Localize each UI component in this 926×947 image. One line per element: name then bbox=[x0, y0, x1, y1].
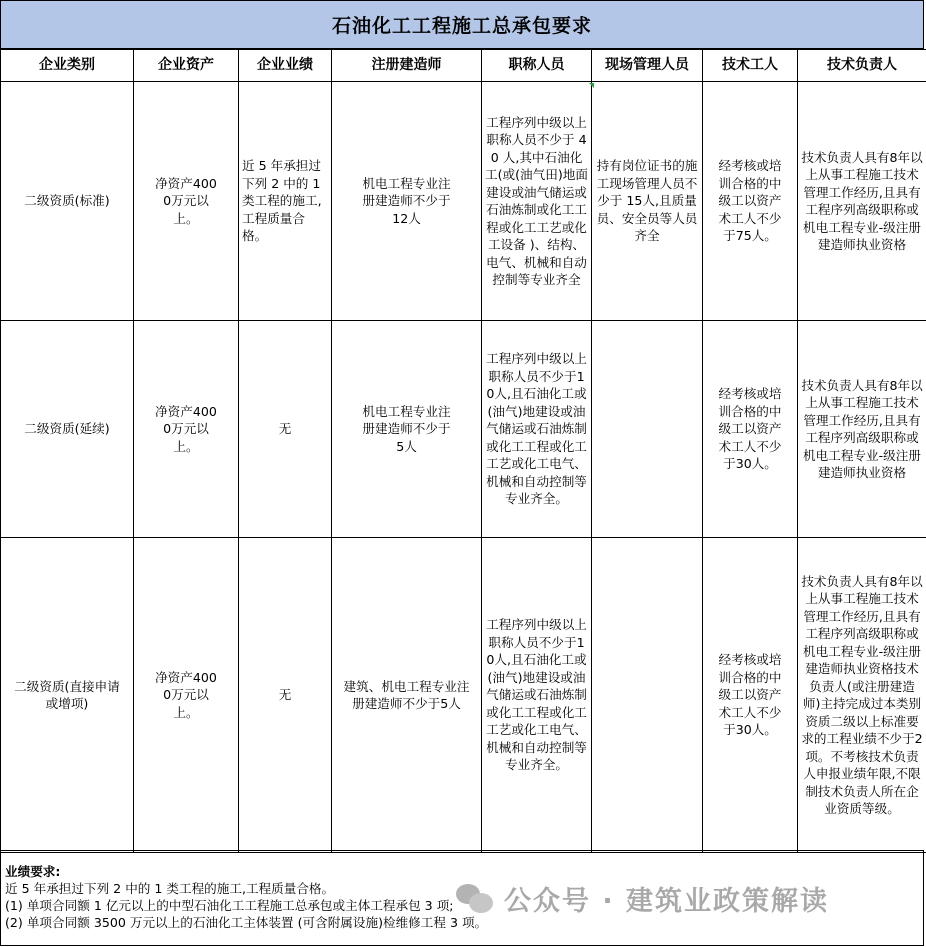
cell-builders bbox=[332, 82, 482, 321]
cell-site-managers bbox=[592, 321, 703, 538]
notes-heading: 业绩要求: bbox=[5, 864, 61, 879]
cell-titled-staff: 工程序列中级以上职称人员不少于10人,且石油化工或(油气)地建设或油气储运或石油炼制或化工工程或化工工艺或化工电气、机械和自动控制等专业齐全。 bbox=[482, 538, 592, 853]
col-header-category: 企业类别 bbox=[1, 50, 134, 82]
cell-assets bbox=[134, 82, 239, 321]
cell-comment-marker bbox=[589, 83, 594, 88]
cell-category: 二级资质(延续) bbox=[1, 321, 134, 538]
cell-tech-lead: 技术负责人具有8年以上从事工程施工技术管理工作经历,且具有工程序列高级职称或机电工程专业-级注册建造师执业资格 bbox=[798, 82, 926, 321]
col-header-site-managers: 现场管理人员 bbox=[592, 50, 703, 82]
cell-site-managers: 持有岗位证书的施工现场管理人员不少于 15人,且质量员、安全员等人员齐全 bbox=[592, 82, 703, 321]
cell-performance: 近 5 年承担过下列 2 中的 1 类工程的施工,工程质量合格。 bbox=[239, 82, 332, 321]
workers-text: 经考核或培训合格的中级工以资产术工人不少于30人。 bbox=[718, 652, 782, 738]
table-row bbox=[1, 538, 926, 853]
builders-text: 建筑、机电工程专业注册建造师不少于5人 bbox=[343, 678, 470, 711]
cell-tech-lead: 技术负责人具有8年以上从事工程施工技术管理工作经历,且具有工程序列高级职称或机电工程专业-级注册建造师执业资格 bbox=[798, 321, 926, 538]
table-row bbox=[1, 321, 926, 538]
wechat-icon bbox=[456, 882, 496, 914]
cell-workers bbox=[703, 321, 798, 538]
cell-titled-staff: 工程序列中级以上职称人员不少于 40 人,其中石油化工(或(油气田)地面建设或油气储运或石油炼制或化工工程或化工工艺或化工设备 )、结构、电气、机械和自动控制等专业齐全 bbox=[482, 82, 592, 321]
cell-category: 二级资质(标准) bbox=[1, 82, 134, 321]
builders-text: 机电工程专业注册建造师不少于5人 bbox=[362, 403, 451, 454]
cell-assets bbox=[134, 321, 239, 538]
notes-line: (2) 单项合同额 3500 万元以上的石油化工主体装置 (可含附属设施)检维修工程 3 项。 bbox=[5, 915, 488, 930]
cell-workers bbox=[703, 82, 798, 321]
cell-performance: 无 bbox=[239, 321, 332, 538]
workers-text: 经考核或培训合格的中级工以资产术工人不少于30人。 bbox=[718, 386, 782, 472]
assets-text: 净资产4000万元以上。 bbox=[155, 175, 217, 226]
category-text: 二级资质(直接申请或增项) bbox=[14, 678, 120, 711]
notes-line: (1) 单项合同额 1 亿元以上的中型石油化工工程施工总承包或主体工程承包 3 项; bbox=[5, 898, 454, 913]
col-header-titled-staff: 职称人员 bbox=[482, 50, 592, 82]
cell-builders bbox=[332, 538, 482, 853]
table-row bbox=[1, 82, 926, 321]
cell-performance: 无 bbox=[239, 538, 332, 853]
table-header-row bbox=[1, 50, 926, 82]
cell-workers bbox=[703, 538, 798, 853]
cell-builders bbox=[332, 321, 482, 538]
cell-category bbox=[1, 538, 134, 853]
page-title: 石油化工工程施工总承包要求 bbox=[0, 0, 924, 49]
col-header-workers: 技术工人 bbox=[703, 50, 798, 82]
watermark-text: 公众号 · 建筑业政策解读 bbox=[504, 885, 830, 917]
col-header-performance: 企业业绩 bbox=[239, 50, 332, 82]
workers-text: 经考核或培训合格的中级工以资产术工人不少于75人。 bbox=[718, 158, 782, 244]
watermark bbox=[456, 876, 829, 920]
notes-line: 近 5 年承担过下列 2 中的 1 类工程的施工,工程质量合格。 bbox=[5, 881, 335, 896]
requirements-table bbox=[0, 49, 926, 853]
assets-text: 净资产4000万元以上。 bbox=[155, 669, 217, 720]
col-header-tech-lead: 技术负责人 bbox=[798, 50, 926, 82]
cell-site-managers bbox=[592, 538, 703, 853]
cell-assets bbox=[134, 538, 239, 853]
cell-titled-staff: 工程序列中级以上职称人员不少于10人,且石油化工或(油气)地建设或油气储运或石油炼制或化工工程或化工工艺或化工电气、机械和自动控制等专业齐全。 bbox=[482, 321, 592, 538]
cell-tech-lead: 技术负责人具有8年以上从事工程施工技术管理工作经历,且具有工程序列高级职称或机电工程专业-级注册建造师执业资格技术负责人(或注册建造师)主持完成过本类别资质二级以上标准要求的工程业绩不少于2项。不考核技术负责人申报业绩年限,不限制技术负责人所在企业资质等级。 bbox=[798, 538, 926, 853]
builders-text: 机电工程专业注册建造师不少于12人 bbox=[362, 175, 451, 226]
col-header-assets: 企业资产 bbox=[134, 50, 239, 82]
col-header-builders: 注册建造师 bbox=[332, 50, 482, 82]
assets-text: 净资产4000万元以上。 bbox=[155, 403, 217, 454]
